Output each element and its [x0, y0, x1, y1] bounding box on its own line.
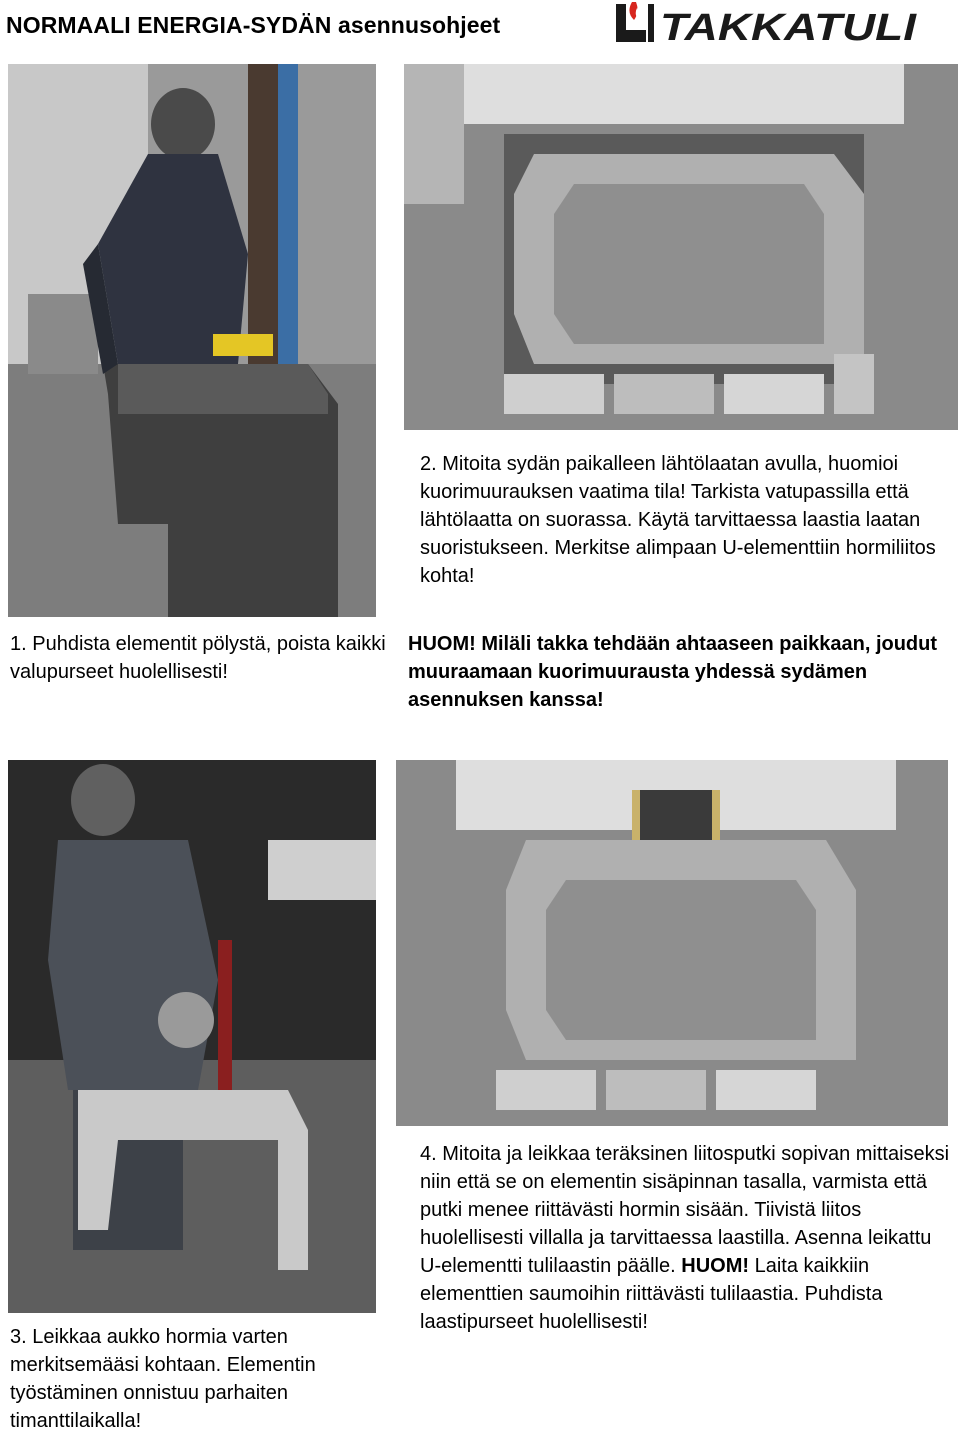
- photo-step1-worker-cleaning: [8, 64, 376, 617]
- step2-caption: 2. Mitoita sydän paikalleen lähtölaatan avulla, huomioi kuorimuurauksen vaatima tila! Tarkista vatupassilla että lähtölaatta on suorassa. Käytä tarvittaessa laastia laatan suoristukseen. Merkitse alimpaan U-elementtiin hormiliitos kohta!: [420, 453, 936, 587]
- step4-caption: [420, 1140, 950, 1336]
- page-title: NORMAALI ENERGIA-SYDÄN asennusohjeet: [6, 12, 501, 38]
- step4-text-part1: 4. Mitoita ja leikkaa teräksinen liitosputki sopivan mittaiseksi niin että se on elementin sisäpinnan tasalla, varmista että putki menee riittävästi hormin sisään. Tiivistä liitos huolellisesti villalla ja tarvittaessa laastilla. Asenna leikattu U-elementti tulilaastin päälle.: [420, 1143, 950, 1277]
- photo-step4-pipe: [396, 760, 948, 1126]
- note-text: Miläli takka tehdään ahtaaseen paikkaan, joudut muuraamaan kuorimuurausta yhdessä sydämen asennuksen kanssa!: [408, 633, 938, 711]
- photo-step2-base-plate: [404, 64, 958, 430]
- note-caption: [408, 630, 958, 714]
- step3-caption: 3. Leikkaa aukko hormia varten merkitsemääsi kohtaan. Elementin työstäminen onnistuu parhaiten timanttilaikalla!: [10, 1326, 316, 1432]
- note-label: HUOM!: [408, 633, 476, 655]
- flame-logo-icon: [612, 0, 932, 50]
- svg-text:TAKKATULI: TAKKATULI: [660, 7, 918, 49]
- step4-huom: HUOM!: [681, 1255, 750, 1277]
- step4-text-part2: Laita kaikkiin elementtien saumoihin riittävästi tulilaastia. Puhdista laastipurseet huolellisesti!: [420, 1255, 883, 1333]
- step1-caption: 1. Puhdista elementit pölystä, poista kaikki valupurseet huolellisesti!: [10, 633, 386, 683]
- takkatuli-logo: [612, 0, 932, 50]
- photo-step3-cutting: [8, 760, 376, 1313]
